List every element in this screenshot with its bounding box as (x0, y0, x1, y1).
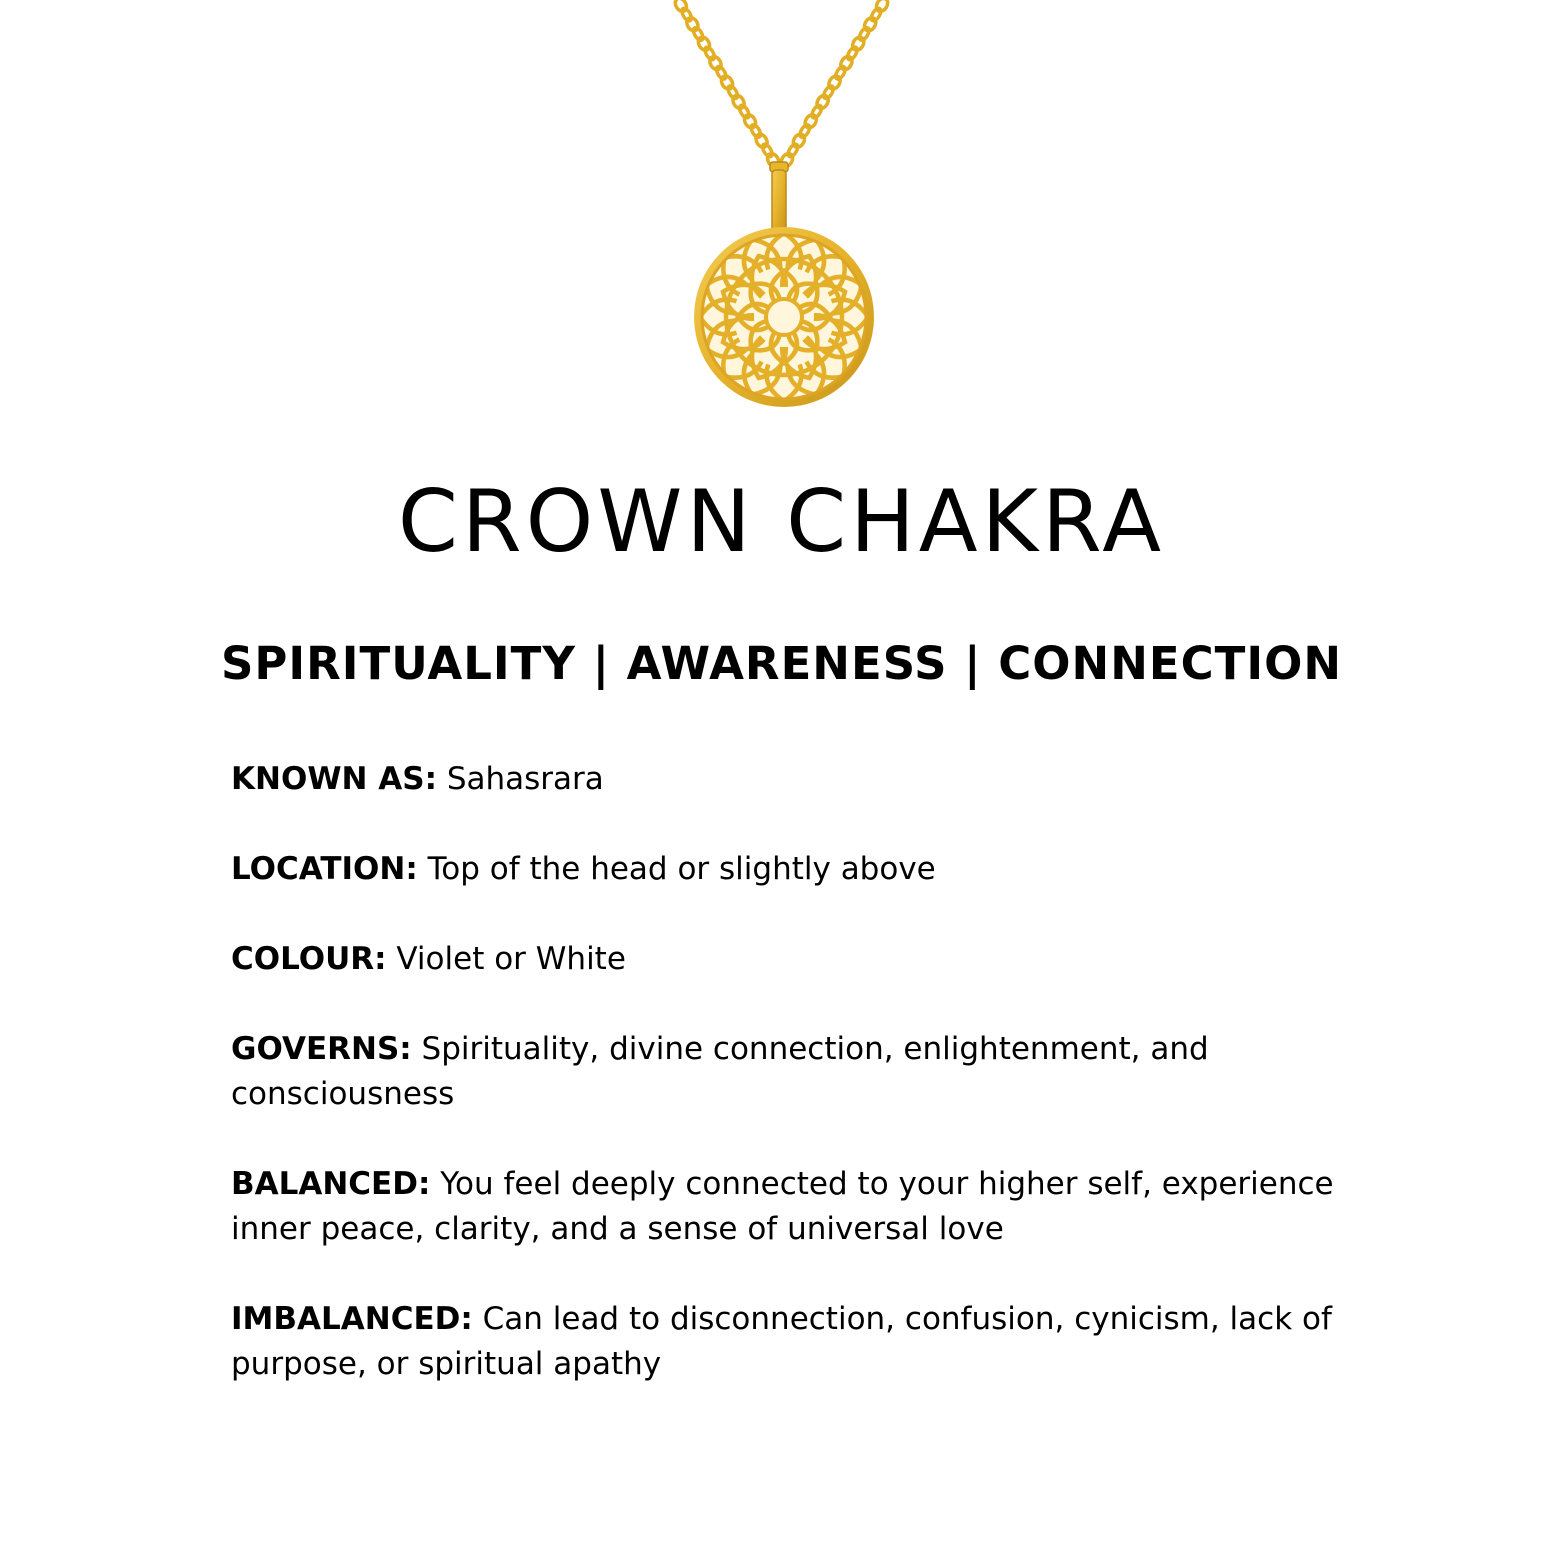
fact-value: Spirituality, divine connection, enlightenment, and consciousness (231, 1031, 1209, 1112)
chain (673, 0, 890, 169)
fact-label: KNOWN AS: (231, 761, 437, 797)
fact-label: GOVERNS: (231, 1031, 412, 1067)
fact-value: You feel deeply connected to your higher self, experience inner peace, clarity, and a sense of universal love (231, 1166, 1334, 1247)
pendant-image (0, 0, 1563, 420)
fact-value: Can lead to disconnection, confusion, cynicism, lack of purpose, or spiritual apathy (231, 1301, 1332, 1382)
fact-label: COLOUR: (231, 941, 387, 977)
pendant-bail (770, 162, 788, 232)
fact-label: BALANCED: (231, 1166, 431, 1202)
fact-label: LOCATION: (231, 851, 418, 887)
fact-value: Sahasrara (446, 761, 604, 797)
fact-imbalanced (231, 1297, 1341, 1387)
fact-location (231, 847, 1341, 892)
fact-balanced (231, 1162, 1341, 1252)
page-title: CROWN CHAKRA (397, 472, 1166, 572)
fact-governs (231, 1027, 1341, 1117)
fact-value: Violet or White (396, 941, 626, 977)
page-subtitle: SPIRITUALITY | AWARENESS | CONNECTION (221, 637, 1342, 690)
fact-value: Top of the head or slightly above (427, 851, 936, 887)
fact-label: IMBALANCED: (231, 1301, 473, 1337)
fact-known-as (231, 757, 1341, 802)
crown-chakra-disc (694, 227, 874, 407)
facts-list (231, 757, 1341, 1432)
fact-colour (231, 937, 1341, 982)
